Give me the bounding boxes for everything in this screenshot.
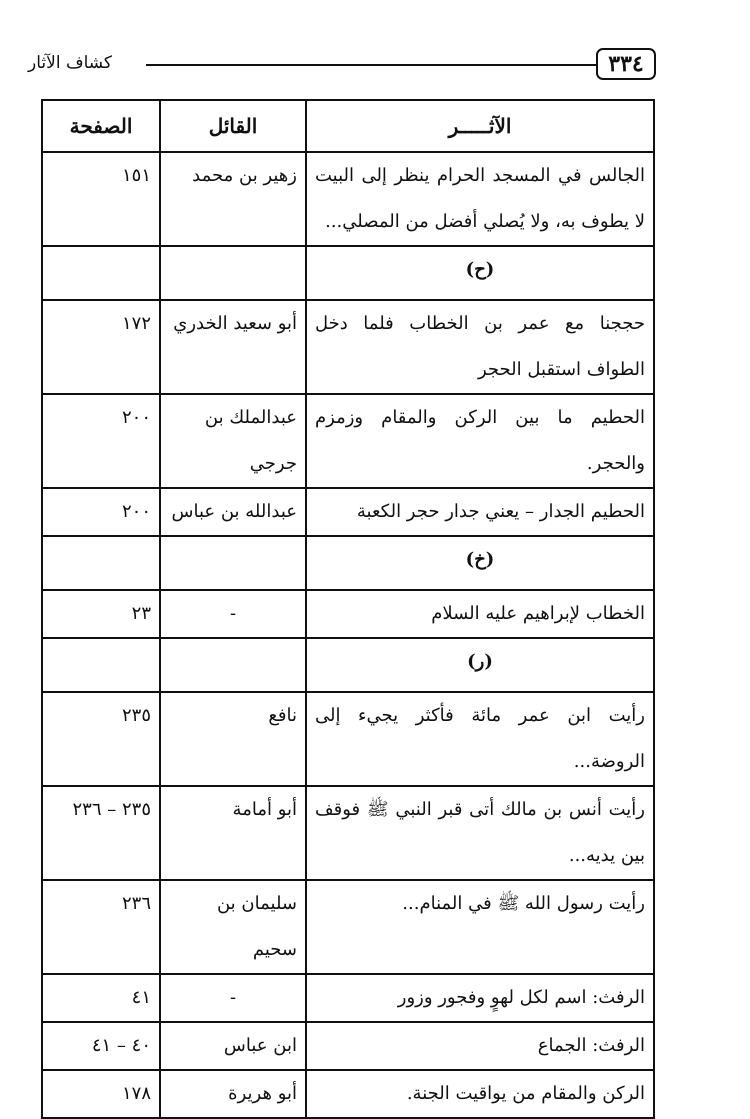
athar-cell: حججنا مع عمر بن الخطاب فلما دخل الطواف استقبل الحجر bbox=[306, 300, 654, 394]
qail-cell: - bbox=[160, 590, 306, 638]
athar-cell: الركن والمقام من يواقيت الجنة. bbox=[306, 1070, 654, 1118]
athar-cell: الجالس في المسجد الحرام ينظر إلى البيت لا يطوف به، ولا يُصلي أفضل من المصلي... bbox=[306, 152, 654, 246]
page-cell: ٢٣ bbox=[42, 590, 160, 638]
table-row bbox=[42, 1070, 654, 1118]
table-row bbox=[42, 590, 654, 638]
athar-cell: رأيت رسول الله ﷺ في المنام... bbox=[306, 880, 654, 974]
section-letter-row bbox=[42, 246, 654, 300]
page-cell: ٤٠ – ٤١ bbox=[42, 1022, 160, 1070]
page-cell: ٢٣٥ bbox=[42, 692, 160, 786]
qail-cell: أبو أمامة bbox=[160, 786, 306, 880]
athar-cell: رأيت أنس بن مالك أتى قبر النبي ﷺ فوقف بين يديه... bbox=[306, 786, 654, 880]
section-letter-row bbox=[42, 638, 654, 692]
section-letter: (ح) bbox=[306, 246, 654, 300]
page-cell: ١٥١ bbox=[42, 152, 160, 246]
page-cell: ٤١ bbox=[42, 974, 160, 1022]
table-row bbox=[42, 488, 654, 536]
column-header-page: الصفحة bbox=[42, 100, 160, 152]
page-number: ٣٣٤ bbox=[596, 48, 656, 80]
page-cell: ٢٣٦ bbox=[42, 880, 160, 974]
qail-cell: عبدالملك بن جرجي bbox=[160, 394, 306, 488]
table-header-row bbox=[42, 100, 654, 152]
section-letter: (خ) bbox=[306, 536, 654, 590]
qail-cell: أبو هريرة bbox=[160, 1070, 306, 1118]
section-letter: (ر) bbox=[306, 638, 654, 692]
athar-cell: الخطاب لإبراهيم عليه السلام bbox=[306, 590, 654, 638]
athar-cell: الحطيم الجدار – يعني جدار حجر الكعبة bbox=[306, 488, 654, 536]
qail-cell: نافع bbox=[160, 692, 306, 786]
table-row bbox=[42, 880, 654, 974]
athar-index-table bbox=[41, 99, 655, 1119]
page-header bbox=[28, 46, 656, 82]
table-row bbox=[42, 786, 654, 880]
header-rule bbox=[146, 64, 598, 66]
page-cell: ١٧٢ bbox=[42, 300, 160, 394]
book-title: كشاف الآثار bbox=[28, 53, 113, 73]
column-header-qail: القائل bbox=[160, 100, 306, 152]
empty-cell bbox=[160, 638, 306, 692]
table-row bbox=[42, 692, 654, 786]
empty-cell bbox=[160, 246, 306, 300]
table-row bbox=[42, 152, 654, 246]
empty-cell bbox=[42, 536, 160, 590]
qail-cell: زهير بن محمد bbox=[160, 152, 306, 246]
qail-cell: عبدالله بن عباس bbox=[160, 488, 306, 536]
qail-cell: سليمان بن سحيم bbox=[160, 880, 306, 974]
page-cell: ٢٣٥ – ٢٣٦ bbox=[42, 786, 160, 880]
qail-cell: أبو سعيد الخدري bbox=[160, 300, 306, 394]
empty-cell bbox=[42, 246, 160, 300]
section-letter-row bbox=[42, 536, 654, 590]
athar-cell: الحطيم ما بين الركن والمقام وزمزم والحجر. bbox=[306, 394, 654, 488]
qail-cell: - bbox=[160, 974, 306, 1022]
table-row bbox=[42, 974, 654, 1022]
qail-cell: ابن عباس bbox=[160, 1022, 306, 1070]
athar-cell: رأيت ابن عمر مائة فأكثر يجيء إلى الروضة... bbox=[306, 692, 654, 786]
table-row bbox=[42, 300, 654, 394]
empty-cell bbox=[160, 536, 306, 590]
table-row bbox=[42, 394, 654, 488]
page-cell: ٢٠٠ bbox=[42, 488, 160, 536]
empty-cell bbox=[42, 638, 160, 692]
page-cell: ٢٠٠ bbox=[42, 394, 160, 488]
table-row bbox=[42, 1022, 654, 1070]
athar-cell: الرفث: الجماع bbox=[306, 1022, 654, 1070]
athar-cell: الرفث: اسم لكل لهوٍ وفجور وزور bbox=[306, 974, 654, 1022]
page-cell: ١٧٨ bbox=[42, 1070, 160, 1118]
column-header-athar: الآثـــــر bbox=[306, 100, 654, 152]
